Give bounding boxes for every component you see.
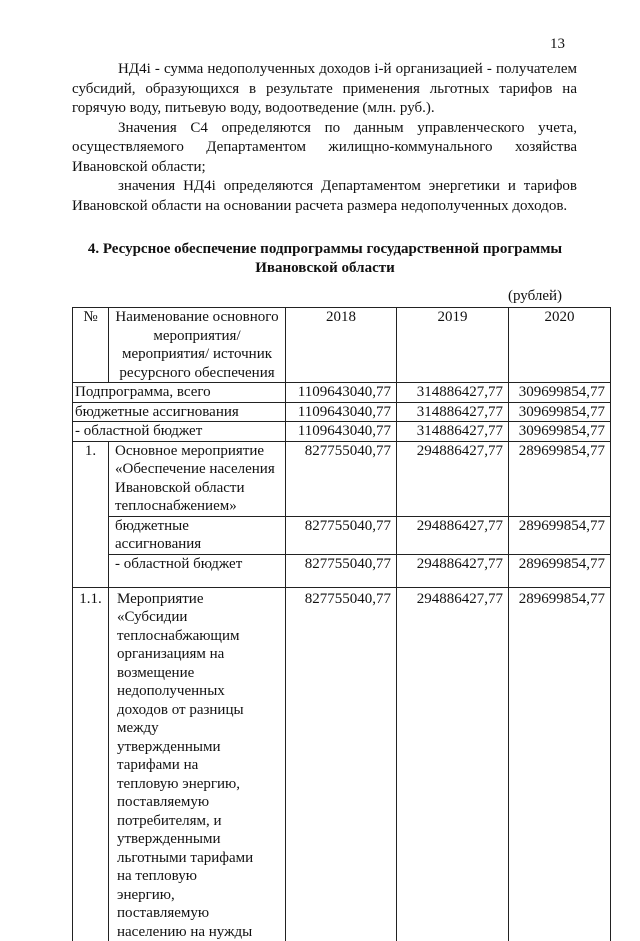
heading-line: Ивановской области bbox=[255, 260, 395, 276]
body-text bbox=[72, 60, 577, 216]
value-2018: 1109643040,77 bbox=[286, 422, 397, 442]
value-2019: 314886427,77 bbox=[397, 402, 509, 422]
header-num: № bbox=[73, 308, 109, 383]
value-2018: 1109643040,77 bbox=[286, 402, 397, 422]
header-name: Наименование основного мероприятия/мероприятия/ источник ресурсного обеспечения bbox=[109, 308, 286, 383]
value-2018: 1109643040,77 bbox=[286, 383, 397, 403]
value-2019: 294886427,77 bbox=[397, 554, 509, 587]
heading-line: 4. Ресурсное обеспечение подпрограммы государственной программы bbox=[87, 241, 563, 257]
table-row bbox=[73, 554, 611, 587]
unit-label: (рублей) bbox=[508, 288, 563, 304]
value-2020: 289699854,77 bbox=[509, 587, 611, 941]
value-2020: 309699854,77 bbox=[509, 402, 611, 422]
table-row bbox=[73, 422, 611, 442]
table-row bbox=[73, 441, 611, 516]
row-label: Основное мероприятие «Обеспечение населения Ивановской области теплоснабжением» bbox=[109, 441, 286, 516]
row-label: Подпрограмма, всего bbox=[73, 383, 286, 403]
paragraph: значения НД4i определяются Департаментом энергетики и тарифов Ивановской области на основании расчета размера недополученных доходов. bbox=[72, 178, 577, 214]
table-row bbox=[73, 402, 611, 422]
section-heading bbox=[55, 240, 595, 278]
table-header bbox=[73, 308, 611, 383]
header-2018: 2018 bbox=[286, 308, 397, 383]
value-2019: 294886427,77 bbox=[397, 587, 509, 941]
value-2019: 314886427,77 bbox=[397, 422, 509, 442]
paragraph: НД4i - сумма недополученных доходов i-й организацией - получателем субсидий, образующихся в результате применения льготных тарифов на горячую воду, питьевую воду, водоотведение (млн. руб.). bbox=[72, 61, 577, 116]
table-row bbox=[73, 383, 611, 403]
row-label: - областной бюджет bbox=[109, 554, 286, 587]
row-label: бюджетные ассигнования bbox=[73, 402, 286, 422]
row-num: 1.1. bbox=[73, 587, 109, 941]
value-2020: 289699854,77 bbox=[509, 554, 611, 587]
paragraph: Значения С4 определяются по данным управленческого учета, осуществляемого Департаментом жилищно-коммунального хозяйства Ивановской области; bbox=[72, 119, 577, 175]
table-row bbox=[73, 587, 611, 941]
header-2020: 2020 bbox=[509, 308, 611, 383]
table-row bbox=[73, 516, 611, 554]
row-label: - областной бюджет bbox=[73, 422, 286, 442]
row-label: Мероприятие «Субсидии теплоснабжающим организациям на возмещение недополученных доходов от разницы между утвержденными тарифами на тепловую энергию, поставляемую потребителям, и утвержденными льготными тарифами на тепловую энергию, поставляемую населению на нужды bbox=[109, 587, 286, 941]
value-2018: 827755040,77 bbox=[286, 441, 397, 516]
value-2019: 314886427,77 bbox=[397, 383, 509, 403]
value-2019: 294886427,77 bbox=[397, 441, 509, 516]
row-num: 1. bbox=[73, 441, 109, 587]
resource-table bbox=[72, 307, 611, 941]
page-number: 13 bbox=[550, 36, 565, 52]
value-2018: 827755040,77 bbox=[286, 587, 397, 941]
value-2018: 827755040,77 bbox=[286, 554, 397, 587]
value-2019: 294886427,77 bbox=[397, 516, 509, 554]
row-label: бюджетные ассигнования bbox=[109, 516, 286, 554]
value-2020: 309699854,77 bbox=[509, 383, 611, 403]
value-2020: 289699854,77 bbox=[509, 441, 611, 516]
value-2020: 309699854,77 bbox=[509, 422, 611, 442]
value-2020: 289699854,77 bbox=[509, 516, 611, 554]
value-2018: 827755040,77 bbox=[286, 516, 397, 554]
header-2019: 2019 bbox=[397, 308, 509, 383]
